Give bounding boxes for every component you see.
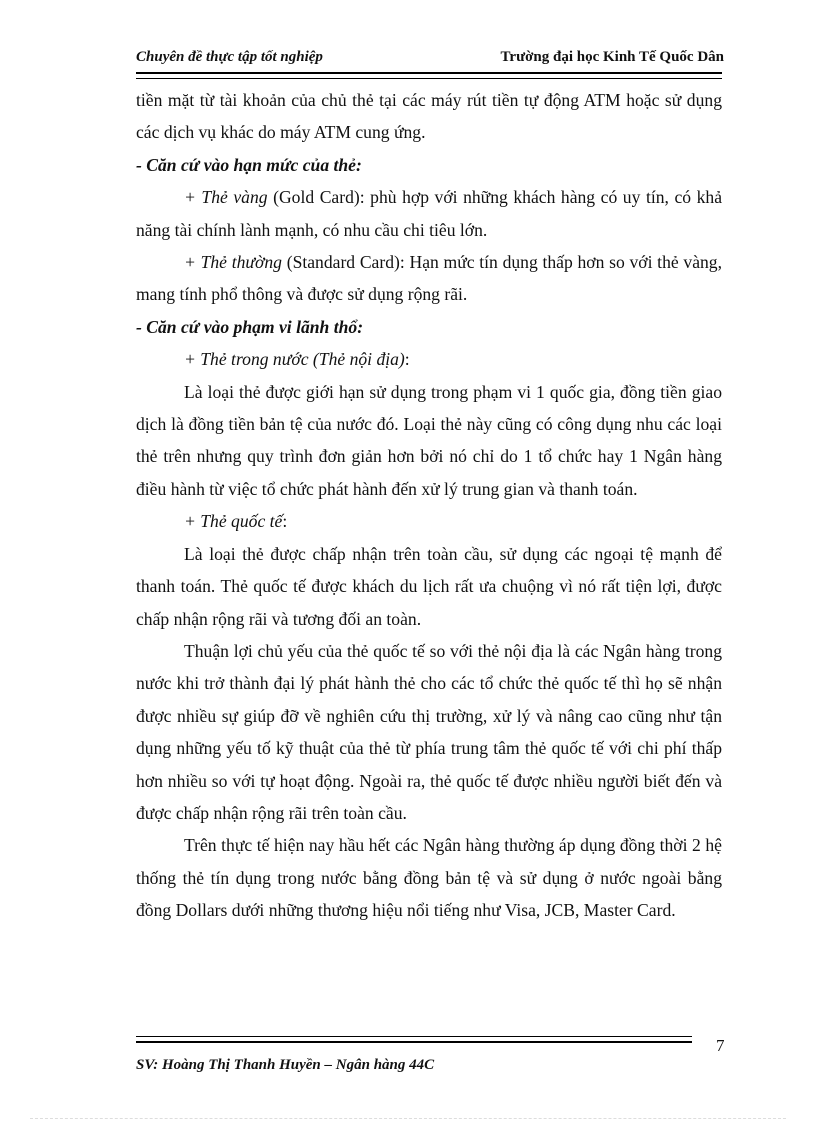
paragraph-advantages: Thuận lợi chủ yếu của thẻ quốc tế so với thẻ nội địa là các Ngân hàng trong nước khi trở thành đại lý phát hành thẻ cho các tổ chức thẻ quốc tế thì họ sẽ nhận được nhiều sự giúp đỡ về nghiên cứu thị trường, xử lý và nâng cao cũng như tận dụng những yếu tố kỹ thuật của thẻ từ phía trung tâm thẻ quốc tế với chi phí thấp hơn nhiều so với tự hoạt động. Ngoài ra, thẻ quốc tế được nhiều người biết đến và được chấp nhận rộng rãi trên toàn cầu.	[136, 640, 722, 823]
section-heading-territory: - Căn cứ vào phạm vi lãnh thổ:	[136, 316, 364, 337]
paragraph-in-practice: Trên thực tế hiện nay hầu hết các Ngân hàng thường áp dụng đồng thời 2 hệ thống thẻ tín dụng trong nước bằng đồng bản tệ và sử dụng ở nước ngoài bằng đồng Dollars dưới những thương hiệu nổi tiếng như Visa, JCB, Master Card.	[136, 835, 722, 921]
colon: :	[404, 349, 410, 370]
paragraph-domestic-card: Là loại thẻ được giới hạn sử dụng trong phạm vi 1 quốc gia, đồng tiền giao dịch là đồng tiền bản tệ của nước đó. Loại thẻ này cũng có công dụng nhu các loại thẻ trên nhưng quy trình đơn giản hơn bởi nó chỉ do 1 tổ chức hay 1 Ngân hàng điều hành từ việc tổ chức phát hành đến xử lý trung gian và thanh toán.	[136, 381, 722, 499]
colon: :	[282, 511, 288, 532]
standard-card-text: (Standard Card): Hạn mức tín dụng thấp hơn so với thẻ vàng, mang tính phổ thông và được sử dụng rộng rãi.	[136, 252, 722, 305]
paragraph-international-card: Là loại thẻ được chấp nhận trên toàn cầu, sử dụng các ngoại tệ mạnh để thanh toán. Thẻ quốc tế được khách du lịch rất ưa chuộng vì nó rất tiện lợi, được chấp nhận rộng rãi và tương đối an toàn.	[136, 543, 722, 629]
header-rule	[136, 72, 722, 79]
header-document-title: Chuyên đề thực tập tốt nghiệp	[136, 49, 323, 65]
footer-author: SV: Hoàng Thị Thanh Huyền – Ngân hàng 44C	[136, 1057, 435, 1073]
section-heading-limit: - Căn cứ vào hạn mức của thẻ:	[136, 154, 362, 175]
paragraph-atm: tiền mặt từ tài khoản của chủ thẻ tại các máy rút tiền tự động ATM hoặc sử dụng các dịch vụ khác do máy ATM cung ứng.	[136, 90, 722, 143]
page-bottom-edge	[30, 1118, 786, 1119]
document-body	[136, 84, 722, 927]
term-standard-card: + Thẻ thường	[184, 252, 282, 273]
term-domestic-card: + Thẻ trong nước (Thẻ nội địa)	[184, 349, 405, 370]
term-international-card: + Thẻ quốc tế	[184, 511, 283, 532]
subheading-international-card	[136, 505, 722, 537]
header-university: Trường đại học Kinh Tế Quốc Dân	[500, 49, 724, 65]
paragraph-standard-card	[136, 246, 722, 311]
term-gold-card: + Thẻ vàng	[184, 187, 268, 208]
gold-card-text: (Gold Card): phù hợp với những khách hàng có uy tín, có khả năng tài chính lành mạnh, có nhu cầu chi tiêu lớn.	[136, 187, 723, 240]
subheading-domestic-card	[136, 343, 722, 375]
paragraph-gold-card	[136, 181, 722, 246]
footer-rule	[136, 1036, 692, 1043]
page-number: 7	[716, 1036, 725, 1055]
